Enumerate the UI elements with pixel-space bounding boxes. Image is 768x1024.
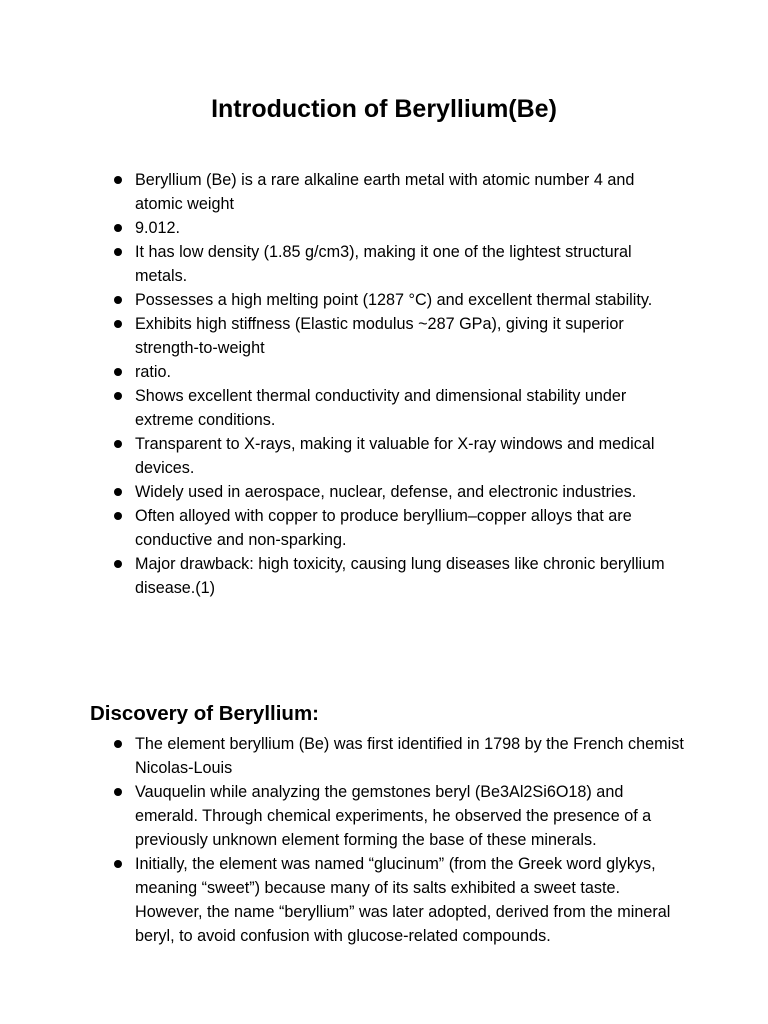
list-item-text: Major drawback: high toxicity, causing lung diseases like chronic beryllium disease.(1)	[135, 555, 665, 597]
bullet-icon	[114, 860, 122, 868]
intro-bullet-list	[114, 168, 684, 600]
discovery-bullet-list	[114, 732, 684, 948]
list-item	[114, 312, 684, 360]
bullet-icon	[114, 740, 122, 748]
bullet-icon	[114, 392, 122, 400]
list-item-text: Widely used in aerospace, nuclear, defense, and electronic industries.	[135, 483, 637, 501]
list-item-text: It has low density (1.85 g/cm3), making it one of the lightest structural metals.	[135, 243, 632, 285]
list-item	[114, 480, 684, 504]
bullet-icon	[114, 512, 122, 520]
section-heading-discovery: Discovery of Beryllium:	[90, 702, 319, 725]
bullet-icon	[114, 248, 122, 256]
list-item	[114, 288, 684, 312]
list-item	[114, 552, 684, 600]
list-item-text: Exhibits high stiffness (Elastic modulus ~287 GPa), giving it superior strength-to-weight	[135, 315, 624, 357]
list-item	[114, 780, 684, 852]
list-item-text: 9.012.	[135, 219, 181, 237]
page-title: Introduction of Beryllium(Be)	[211, 95, 557, 123]
bullet-icon	[114, 560, 122, 568]
list-item-text: Shows excellent thermal conductivity and dimensional stability under extreme conditions.	[135, 387, 627, 429]
list-item	[114, 360, 684, 384]
list-item-text: The element beryllium (Be) was first identified in 1798 by the French chemist Nicolas-Louis	[135, 735, 684, 777]
list-item	[114, 384, 684, 432]
list-item-text: Vauquelin while analyzing the gemstones beryl (Be3Al2Si6O18) and emerald. Through chemical experiments, he observed the presence of a previously unknown element forming the base of these minerals.	[135, 783, 652, 849]
list-item	[114, 732, 684, 780]
bullet-icon	[114, 368, 122, 376]
list-item	[114, 852, 684, 948]
list-item	[114, 216, 684, 240]
list-item	[114, 432, 684, 480]
list-item-text: Possesses a high melting point (1287 °C) and excellent thermal stability.	[135, 291, 653, 309]
list-item-text: Beryllium (Be) is a rare alkaline earth metal with atomic number 4 and atomic weight	[135, 171, 635, 213]
bullet-icon	[114, 320, 122, 328]
list-item-text: Often alloyed with copper to produce beryllium–copper alloys that are conductive and non-sparking.	[135, 507, 632, 549]
bullet-icon	[114, 224, 122, 232]
list-item	[114, 240, 684, 288]
list-item	[114, 168, 684, 216]
bullet-icon	[114, 176, 122, 184]
bullet-icon	[114, 296, 122, 304]
list-item-text: Initially, the element was named “glucinum” (from the Greek word glykys, meaning “sweet”) because many of its salts exhibited a sweet taste. However, the name “beryllium” was later adopted, derived from the mineral beryl, to avoid confusion with glucose-related compounds.	[135, 855, 671, 945]
list-item-text: ratio.	[135, 363, 171, 381]
list-item	[114, 504, 684, 552]
bullet-icon	[114, 488, 122, 496]
bullet-icon	[114, 440, 122, 448]
bullet-icon	[114, 788, 122, 796]
list-item-text: Transparent to X-rays, making it valuable for X-ray windows and medical devices.	[135, 435, 655, 477]
